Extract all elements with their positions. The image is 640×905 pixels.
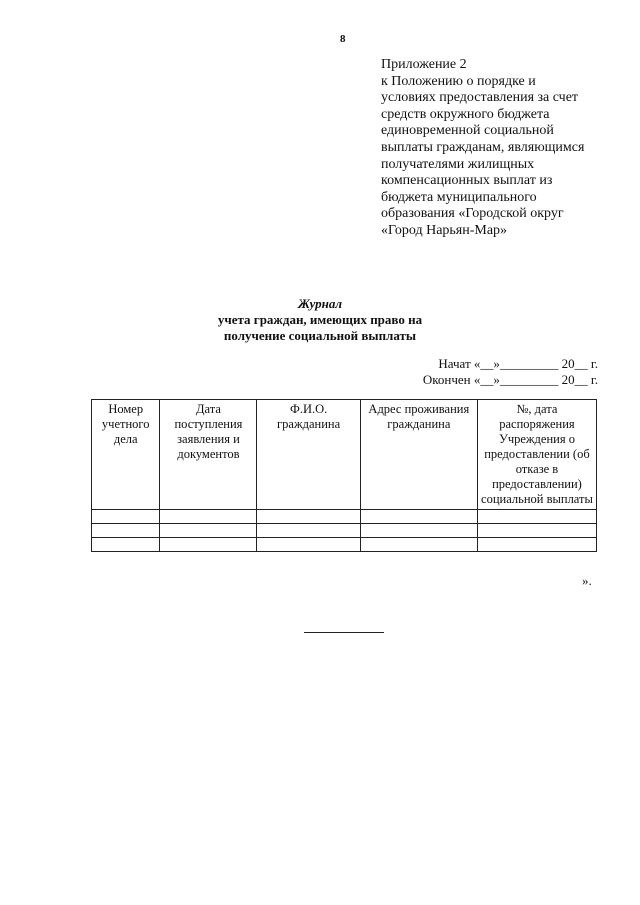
table-header-row <box>92 400 597 510</box>
appendix-line: к Положению о порядке и <box>381 73 536 89</box>
table-cell <box>92 524 160 538</box>
table-cell <box>360 524 477 538</box>
table-cell <box>360 538 477 552</box>
appendix-line: компенсационных выплат из <box>381 173 553 189</box>
table-cell <box>160 538 257 552</box>
table-row <box>92 524 597 538</box>
table-cell <box>257 538 360 552</box>
table-cell <box>92 538 160 552</box>
header-receipt-date: Дата поступления заявления и документов <box>160 400 257 510</box>
journal-dates <box>423 356 598 388</box>
journal-table <box>91 399 597 552</box>
journal-title-line: получение социальной выплаты <box>223 328 417 343</box>
table-cell <box>160 524 257 538</box>
appendix-line: получателями жилищных <box>381 156 535 172</box>
header-order: №, дата распоряжения Учреждения о предоставлении (об отказе в предоставлении) социальной выплаты <box>477 400 596 510</box>
appendix-line: бюджета муниципального <box>381 189 537 205</box>
appendix-line: условиях предоставления за счет <box>381 90 579 106</box>
table-cell <box>92 510 160 524</box>
closing-quote: ». <box>582 573 592 588</box>
journal-title-line: учета граждан, имеющих право на <box>217 312 423 327</box>
header-full-name: Ф.И.О. гражданина <box>257 400 360 510</box>
table-cell <box>257 524 360 538</box>
appendix-line: выплаты гражданам, являющимся <box>381 139 585 155</box>
appendix-line: «Город Нарьян-Мар» <box>381 222 508 238</box>
table-cell <box>257 510 360 524</box>
appendix-line: Приложение 2 <box>381 57 467 72</box>
journal-title <box>150 296 490 344</box>
appendix-line: образования «Городской округ <box>381 206 564 222</box>
journal-title-line: Журнал <box>297 296 343 311</box>
table-row <box>92 538 597 552</box>
appendix-line: единовременной социальной <box>381 123 554 139</box>
started-date: Начат «__»_________ 20__ г. <box>438 356 598 371</box>
table-cell <box>160 510 257 524</box>
header-address: Адрес проживания гражданина <box>360 400 477 510</box>
appendix-header <box>381 57 621 240</box>
finished-date: Окончен «__»_________ 20__ г. <box>422 372 598 387</box>
header-case-number: Номер учетного дела <box>92 400 160 510</box>
table-cell <box>360 510 477 524</box>
table-row <box>92 510 597 524</box>
table-cell <box>477 538 596 552</box>
table-cell <box>477 524 596 538</box>
appendix-line: средств окружного бюджета <box>381 106 550 122</box>
footer-divider <box>304 632 384 633</box>
table-cell <box>477 510 596 524</box>
page-number: 8 <box>340 33 346 45</box>
